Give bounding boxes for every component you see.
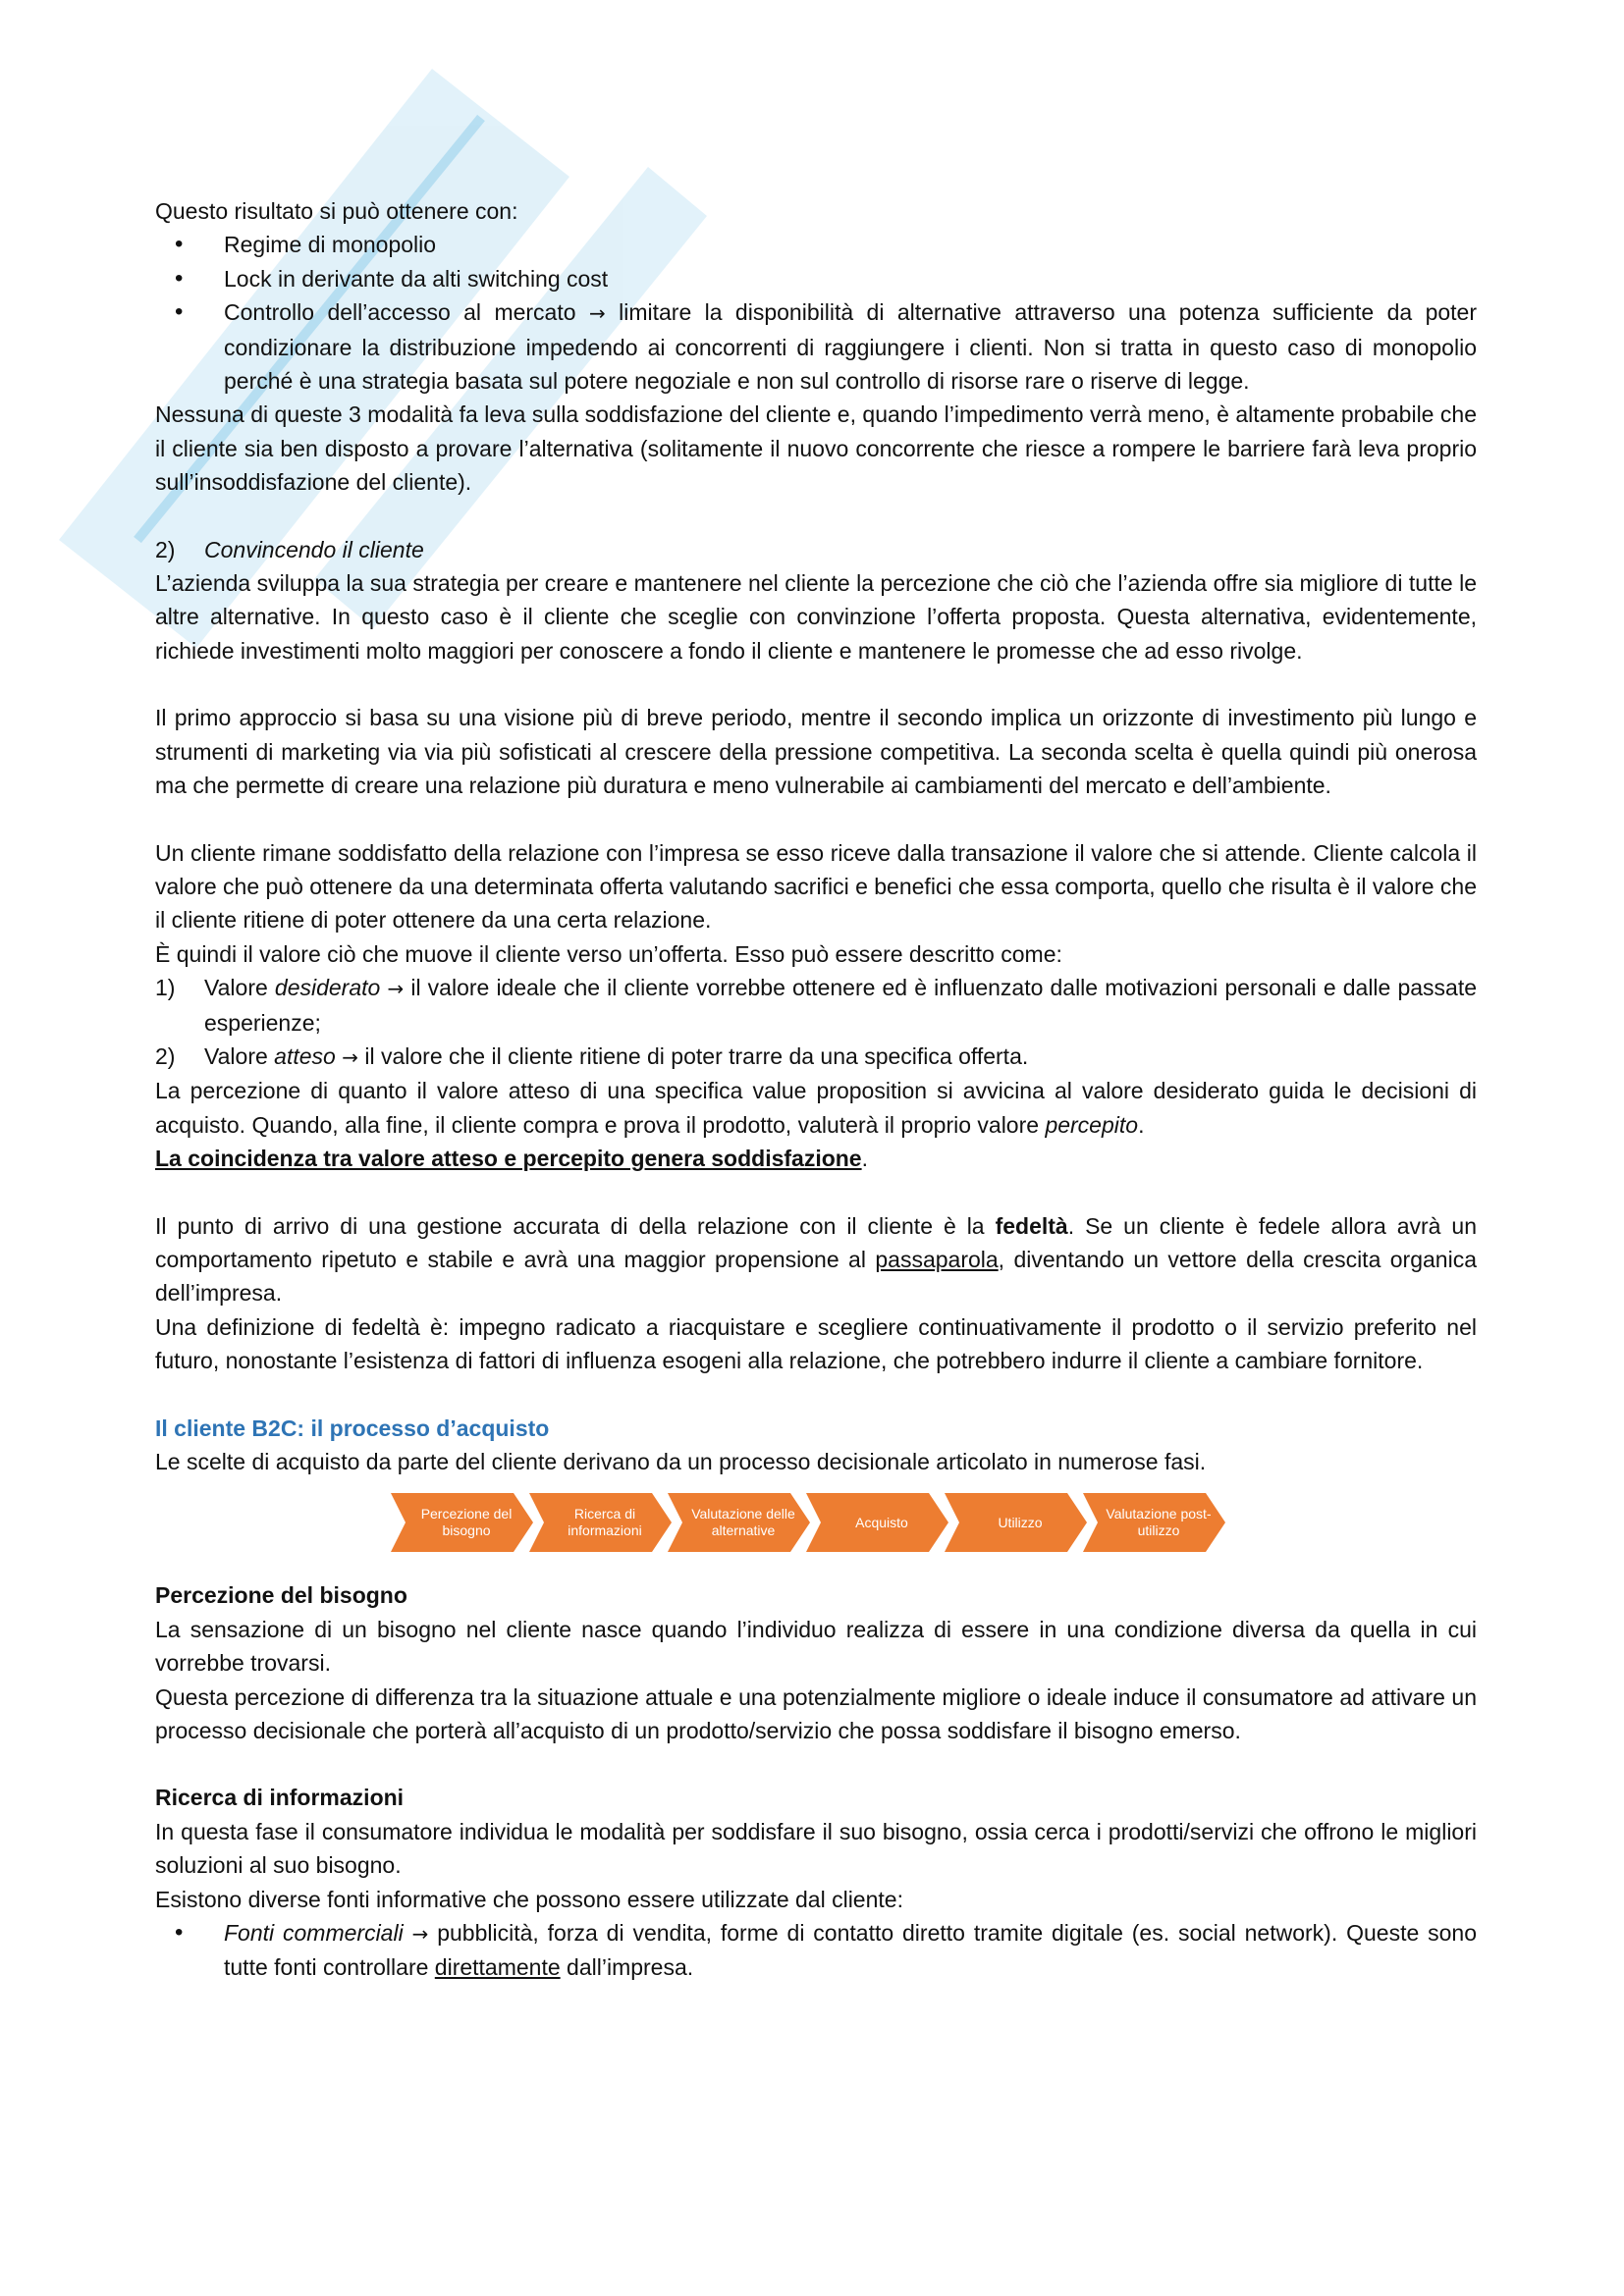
value-list: [155, 971, 1477, 1074]
list-item: • Lock in derivante da alti switching cost: [155, 262, 1477, 295]
paragraph: Esistono diverse fonti informative che possono essere utilizzate dal cliente:: [155, 1886, 903, 1912]
paragraph: Il punto di arrivo di una gestione accurata di della relazione con il cliente è la fedeltà. Se un cliente è fedele allora avrà un comportamento ripetuto e stabile e avrà una maggior propensione al passaparola, diventando un vettore della crescita organica dell’impresa.: [155, 1212, 1478, 1307]
paragraph: È quindi il valore ciò che muove il cliente verso un’offerta. Esso può essere descritto come:: [155, 940, 1062, 967]
intro-text: Questo risultato si può ottenere con:: [155, 198, 518, 224]
step-label: Valutazione delle alternative: [691, 1506, 795, 1539]
paragraph: Questa percezione di differenza tra la situazione attuale e una potenzialmente migliore o ideale induce il consumatore ad attivare un processo decisionale che porterà all’acquisto di un prodotto/servizio che possa soddisfare il bisogno emerso.: [155, 1683, 1477, 1744]
paragraph: Una definizione di fedeltà è: impegno radicato a riacquistare e scegliere continuativamente il prodotto o il servizio preferito nel futuro, nonostante l’esistenza di fattori di influenza esogeni alla relazione, che potrebbero indurre il cliente a cambiare fornitore.: [155, 1313, 1477, 1374]
list-item: • Fonti commerciali → pubblicità, forza di vendita, forme di contatto diretto tramite digitale (es. social network). Queste sono tutte fonti controllare direttamente dall’impresa.: [155, 1916, 1477, 1985]
paragraph: La percezione di quanto il valore atteso di una specifica value proposition si avvicina al valore desiderato guida le decisioni di acquisto. Quando, alla fine, il cliente compra e prova il prodotto, valuterà il proprio valore percepito.: [155, 1078, 1477, 1138]
process-diagram: [155, 1488, 1477, 1567]
arrow-right-icon: →: [588, 301, 606, 326]
list-item: 2) Valore atteso → il valore che il cliente ritiene di poter trarre da una specifica offerta.: [155, 1042, 1029, 1069]
paragraph: L’azienda sviluppa la sua strategia per creare e mantenere nel cliente la percezione che ciò che l’azienda offre sia migliore di tutte le altre alternative. In questo caso è il cliente che sceglie con convinzione l’offerta proposta. Questa alternativa, evidentemente, richiede investimenti molto maggiori per conoscere a fondo il cliente e mantenere le promesse che ad esso rivolge.: [155, 570, 1477, 664]
step-label: Valutazione post-utilizzo: [1106, 1506, 1212, 1539]
paragraph: Il primo approccio si basa su una visione più di breve periodo, mentre il secondo implica un orizzonte di investimento più lungo e strumenti di marketing via via più sofisticati al crescere della pressione competitiva. La seconda scelta è quella quindi più onerosa ma che permette di creare una relazione più duratura e meno vulnerabile ai cambiamenti del mercato e dell’ambiente.: [155, 705, 1477, 799]
step-label: Ricerca di informazioni: [568, 1506, 642, 1539]
step-label: Acquisto: [855, 1514, 908, 1530]
paragraph: In questa fase il consumatore individua le modalità per soddisfare il suo bisogno, ossia cerca i prodotti/servizi che offrono le migliori soluzioni al suo bisogno.: [155, 1818, 1477, 1879]
subsection-heading: Percezione del bisogno: [155, 1582, 407, 1609]
document-page: [155, 194, 1477, 1985]
point-title: Convincendo il cliente: [204, 536, 424, 562]
arrow-right-icon: →: [387, 977, 405, 1001]
paragraph: Nessuna di queste 3 modalità fa leva sulla soddisfazione del cliente e, quando l’impedimento verrà meno, è altamente probabile che il cliente sia ben disposto a provare l’alternativa (solitamente il nuovo concorrente che riesce a rompere le barriere farà leva proprio sull’insoddisfazione del cliente).: [155, 401, 1477, 496]
modalities-list: [155, 228, 1477, 398]
paragraph: La sensazione di un bisogno nel cliente nasce quando l’individuo realizza di essere in una condizione diversa da quella in cui vorrebbe trovarsi.: [155, 1616, 1477, 1677]
list-item: • Regime di monopolio: [155, 228, 1477, 261]
paragraph: Un cliente rimane soddisfatto della relazione con l’impresa se esso riceve dalla transazione il valore che si attende. Cliente calcola il valore che può ottenere da una determinata offerta valutando sacrifici e benefici che essa comporta, quello che risulta è il valore che il cliente ritiene di poter ottenere da una certa relazione.: [155, 839, 1477, 934]
subsection-heading: Ricerca di informazioni: [155, 1785, 405, 1811]
list-item: • Controllo dell’accesso al mercato → limitare la disponibilità di alternative attraverso una potenza sufficiente da poter condizionare la distribuzione impedendo ai concorrenti di raggiungere i clienti. Non si tratta in questo caso di monopolio perché è una strategia basata sul potere negoziale e non sul controllo di risorse rare o riserve di legge.: [155, 295, 1477, 398]
step-label: Percezione del bisogno: [420, 1506, 513, 1539]
paragraph: Le scelte di acquisto da parte del cliente derivano da un processo decisionale articolato in numerose fasi.: [155, 1449, 1207, 1474]
arrow-right-icon: →: [342, 1044, 358, 1069]
list-item: 1) Valore desiderato → il valore ideale che il cliente vorrebbe ottenere ed è influenzato dalle motivazioni personali e dalle passate esperienze;: [155, 975, 1478, 1036]
sources-list: [155, 1916, 1477, 1985]
section-title: Il cliente B2C: il processo d’acquisto: [155, 1415, 550, 1441]
numbered-point: 2) Convincendo il cliente: [155, 536, 424, 562]
key-statement: La coincidenza tra valore atteso e percepito genera soddisfazione.: [155, 1146, 868, 1172]
step-label: Utilizzo: [998, 1514, 1043, 1530]
arrow-right-icon: →: [411, 1922, 429, 1947]
